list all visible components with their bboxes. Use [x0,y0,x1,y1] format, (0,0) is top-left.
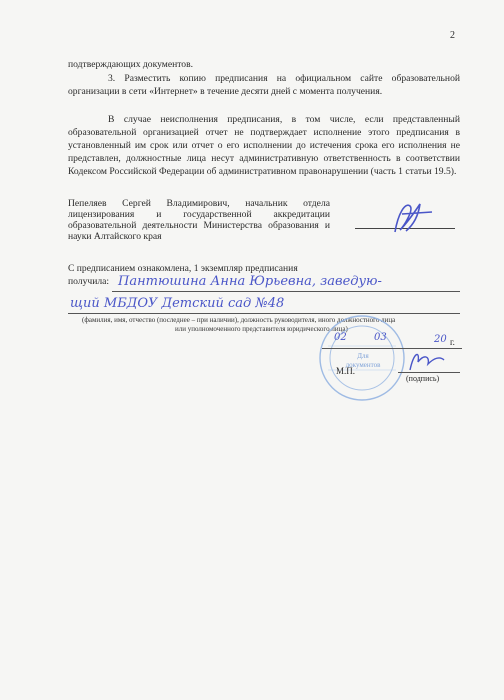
caption-line2: или уполномоченного представителя юридического лица) [175,325,348,333]
date-month: 03 [374,332,387,343]
handwritten-name-line1: Пантюшина Анна Юрьевна, заведую- [118,274,382,289]
signatory-block: Пепеляев Сергей Владимирович, начальник отдела лицензирования и государственной аккредитации образовательной деятельности Министерства образования и науки Алтайского края [68,198,330,242]
date-year-handwritten: 20 [434,334,447,345]
acknowledgement-text: С предписанием ознакомлена, 1 экземпляр предписания [68,263,298,274]
date-day: 02 [334,332,347,343]
page-number: 2 [450,30,455,41]
date-year-suffix: г. [450,337,455,347]
caption-line1: (фамилия, имя, отчество (последнее – при наличии), должность руководителя, иного должностного лица [82,316,396,324]
mp-label: М.П. [336,366,356,376]
paragraph-3: В случае неисполнения предписания, в том числе, если представленный образовательной организацией отчет не подтверждает исполнение этого предписания в установленный им срок или отчет о его исполнении до истечения срока его исполнения не представлен, должностные лица несут административную ответственность в соответствии Кодексом Российской Федерации об административном правонарушении (часть 1 статьи 19.5). [68,114,460,177]
handwritten-name-line2: щий МБДОУ Детский сад №48 [70,296,285,311]
acknowledgement-label: получила: [68,276,110,287]
signature-underline [398,372,460,373]
paragraph-2: 3. Разместить копию предписания на официальном сайте образовательной организации в сети «Интернет» в течение десяти дней с момента получения. [68,73,460,97]
stamp-text: Для документов [345,352,381,369]
signature-caption: (подпись) [406,374,440,383]
paragraph-1: подтверждающих документов. [68,59,194,70]
